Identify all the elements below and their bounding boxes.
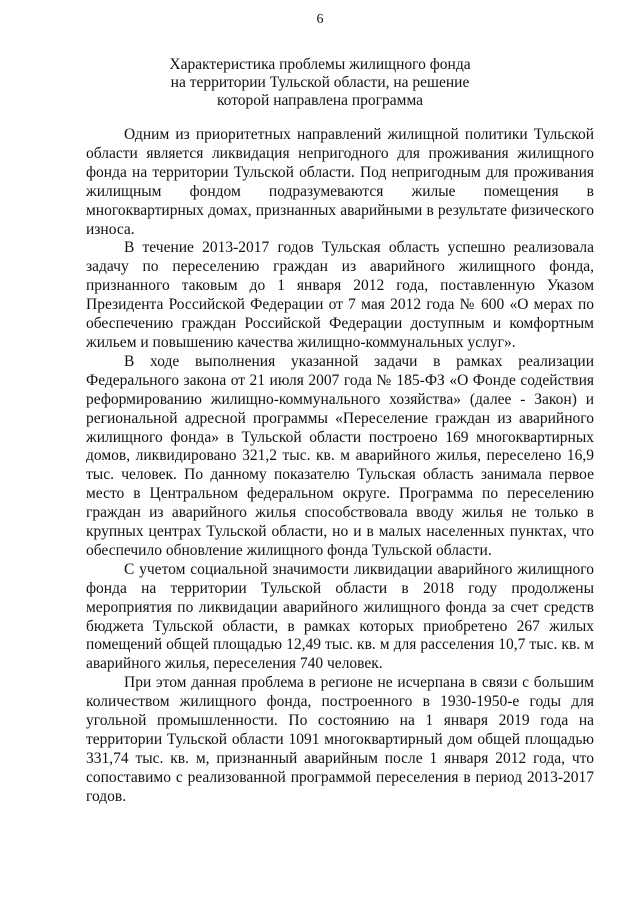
paragraph: С учетом социальной значимости ликвидации аварийного жилищного фонда на территории Тульской области в 2018 году продолжены мероприятия по ликвидации аварийного жилищного фонда за счет средств бюджета Тульской области, в рамках которых приобретено 267 жилых помещений общей площадью 12,49 тыс. кв. м для расселения 10,7 тыс. кв. м аварийного жилья, переселения 740 человек. <box>86 560 594 673</box>
paragraph: При этом данная проблема в регионе не исчерпана в связи с большим количеством жилищного фонда, построенного в 1930-1950-е годы для угольной промышленности. По состоянию на 1 января 2019 года на территории Тульской области 1091 многоквартирный дом общей площадью 331,74 тыс. кв. м, признанный аварийным после 1 января 2012 года, что сопоставимо с реализованной программой переселения в период 2013-2017 годов. <box>86 674 594 805</box>
section-heading <box>80 56 560 110</box>
paragraph: В ходе выполнения указанной задачи в рамках реализации Федерального закона от 21 июля 2007 года № 185-ФЗ «О Фонде содействия реформированию жилищно-коммунального хозяйства» (далее - Закон) и региональной адресной программы «Переселение граждан из аварийного жилищного фонда» в Тульской области построено 169 многоквартирных домов, ликвидировано 321,2 тыс. кв. м аварийного жилья, переселено 16,9 тыс. человек. По данному показателю Тульская область занимала первое место в Центральном федеральном округе. Программа по переселению граждан из аварийного жилья способствовала вводу жилья не только в крупных центрах Тульской области, но и в малых населенных пунктах, что обеспечило обновление жилищного фонда Тульской области. <box>86 352 594 559</box>
heading-line: Характеристика проблемы жилищного фонда <box>169 56 471 73</box>
body-text <box>86 126 594 807</box>
page-number: 6 <box>316 12 324 27</box>
paragraph: В течение 2013-2017 годов Тульская область успешно реализовала задачу по переселению граждан из аварийного жилищного фонда, признанного таковым до 1 января 2012 года, поставленную Указом Президента Российской Федерации от 7 мая 2012 года № 600 «О мерах по обеспечению граждан Российской Федерации доступным и комфортным жильем и повышению качества жилищно-коммунальных услуг». <box>86 239 594 351</box>
heading-line: которой направлена программа <box>216 92 424 109</box>
paragraph: Одним из приоритетных направлений жилищной политики Тульской области является ликвидация непригодного для проживания жилищного фонда на территории Тульской области. Под непригодным для проживания жилищным фондом подразумеваются жилые помещения в многоквартирных домах, признанных аварийными в результате физического износа. <box>86 126 594 238</box>
heading-line: на территории Тульской области, на решение <box>170 74 470 91</box>
